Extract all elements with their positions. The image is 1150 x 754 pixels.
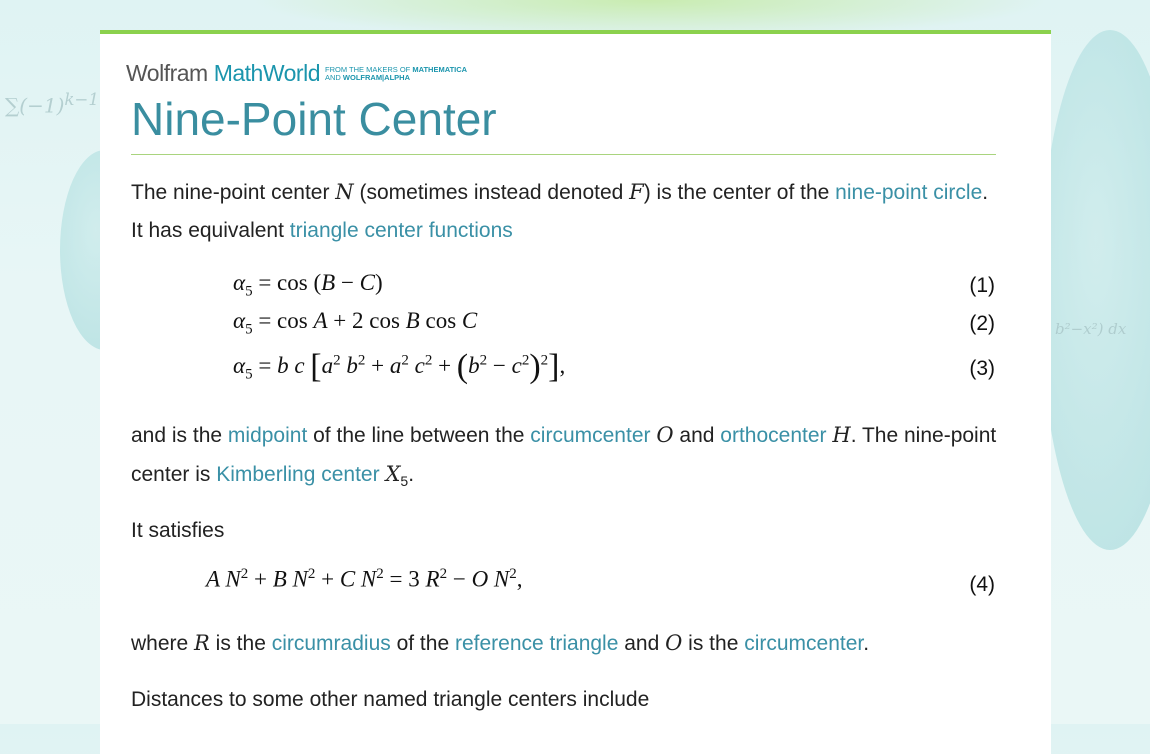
text: and is the (131, 424, 228, 447)
link-midpoint[interactable]: midpoint (227, 424, 308, 447)
equation-term: − (487, 353, 512, 378)
equation-term: [ (310, 348, 322, 385)
equation-term: b (468, 353, 480, 378)
equation-term: = (252, 353, 278, 378)
link-circumradius[interactable]: circumradius (271, 632, 391, 655)
equation-term: ( (456, 348, 469, 385)
logo-tagline (325, 66, 467, 82)
text: . (863, 632, 870, 655)
equation-term: + (315, 566, 340, 592)
equation-term: b (340, 353, 358, 378)
equation-term: B (405, 308, 420, 333)
equation-term: = 3 (383, 566, 426, 592)
equation-term: − (335, 270, 360, 295)
link-circumcenter[interactable]: circumcenter (744, 632, 864, 655)
equation-term: 2 (439, 566, 448, 582)
equation-term: = cos (252, 308, 314, 333)
math-symbol: F (629, 180, 644, 204)
equation-number: (1) (969, 274, 995, 297)
equation-3 (233, 348, 565, 386)
link-nine-point-circle[interactable]: nine-point circle (835, 181, 983, 204)
page-title: Nine-Point Center (131, 93, 497, 145)
text: and (618, 632, 666, 655)
math-symbol: N (335, 180, 354, 204)
equation-term: 2 (376, 566, 384, 582)
equation-term: α (233, 353, 246, 378)
tagline-text: AND (324, 72, 343, 82)
tagline-wolframalpha: WOLFRAM|ALPHA (342, 72, 410, 82)
background-formula: $\sum(-1)^{k-1}$ (5, 90, 100, 118)
paragraph-distances: Distances to some other named triangle centers include (131, 688, 650, 711)
text: is the (682, 632, 745, 655)
background-shape (1040, 30, 1150, 550)
text: where (131, 632, 195, 655)
equation-term: B (321, 270, 336, 295)
equation-term: 5 (245, 283, 253, 300)
equation-term: R (425, 566, 440, 592)
text: is the (209, 632, 272, 655)
logo-wolfram: Wolfram (126, 60, 208, 86)
equation-term: ) (375, 270, 383, 295)
text: . It has equivalent (131, 181, 989, 242)
equation-term: c (408, 353, 425, 378)
equation-term: ] (548, 348, 560, 385)
equation-term: , (516, 566, 523, 592)
equation-term: c (511, 353, 522, 378)
text: and (673, 424, 721, 447)
text: . The nine-point center is (131, 424, 997, 486)
text: of the (390, 632, 455, 655)
equation-1 (233, 270, 383, 301)
paragraph-midpoint (131, 416, 1001, 500)
equation-term: = cos ( (252, 270, 322, 295)
text: (sometimes instead denoted (353, 181, 630, 204)
text: of the line between the (307, 424, 531, 447)
equation-4 (206, 566, 523, 593)
math-symbol: O (665, 631, 683, 655)
link-reference-triangle[interactable]: reference triangle (454, 632, 619, 655)
math-symbol: H (832, 423, 851, 447)
equation-term: a (389, 353, 402, 378)
equation-2 (233, 308, 477, 339)
article-card (100, 30, 1051, 754)
equation-term: A (313, 308, 328, 333)
wolfram-mathworld-logo[interactable] (126, 60, 467, 87)
background-formula: b²−x²) dx (1055, 320, 1127, 338)
equation-term: cos (419, 308, 462, 333)
tagline-text: FROM THE MAKERS OF (324, 64, 413, 74)
equation-term: A N (206, 566, 241, 592)
link-circumcenter[interactable]: circumcenter (530, 424, 651, 447)
equation-term: α (233, 308, 246, 333)
equation-term: O N (471, 566, 510, 592)
equation-number: (3) (969, 357, 995, 380)
equation-term: 2 (307, 566, 316, 582)
equation-term: 2 (333, 352, 341, 369)
equation-term: − (447, 566, 472, 592)
equation-term: 2 (479, 352, 488, 369)
math-symbol: X (385, 462, 401, 486)
tagline-mathematica: MATHEMATICA (412, 64, 468, 74)
equation-term: a (321, 353, 334, 378)
equation-term: α (233, 270, 246, 295)
equation-term: b c (277, 353, 311, 378)
logo-mathworld: MathWorld (213, 60, 320, 86)
math-subscript: 5 (400, 473, 409, 490)
text: ) is the center of the (643, 181, 836, 204)
paragraph-circumradius (131, 624, 1001, 663)
math-symbol: O (656, 423, 674, 447)
equation-number: (2) (969, 312, 995, 335)
equation-term: 2 (509, 566, 517, 582)
paragraph-satisfies: It satisfies (131, 519, 225, 542)
link-triangle-center-functions[interactable]: triangle center functions (289, 219, 513, 242)
equation-term: 2 (424, 352, 433, 369)
link-kimberling-center[interactable]: Kimberling center (216, 463, 380, 486)
equation-term: , (559, 353, 566, 378)
equation-term: ) (529, 348, 541, 385)
text: . (408, 463, 415, 486)
link-orthocenter[interactable]: orthocenter (720, 424, 827, 447)
equation-term: 2 (357, 352, 366, 369)
equation-term: B N (272, 566, 308, 592)
equation-term: C N (339, 566, 377, 592)
equation-term: C (461, 308, 478, 333)
equation-term: 2 (521, 352, 530, 369)
paragraph-intro (131, 173, 1001, 250)
equation-number: (4) (969, 573, 995, 596)
equation-term: + (365, 353, 390, 378)
equation-term: + 2 cos (327, 308, 406, 333)
equation-term: 5 (245, 366, 253, 383)
equation-term: C (359, 270, 376, 295)
math-symbol: R (194, 631, 210, 655)
equation-term: + (248, 566, 273, 592)
equation-term: 5 (245, 321, 253, 338)
title-divider (131, 154, 996, 155)
text: The nine-point center (131, 181, 336, 204)
equation-term: 2 (240, 566, 249, 582)
equation-term: 2 (540, 352, 549, 369)
equation-term: 2 (401, 352, 409, 369)
equation-term: + (432, 353, 457, 378)
